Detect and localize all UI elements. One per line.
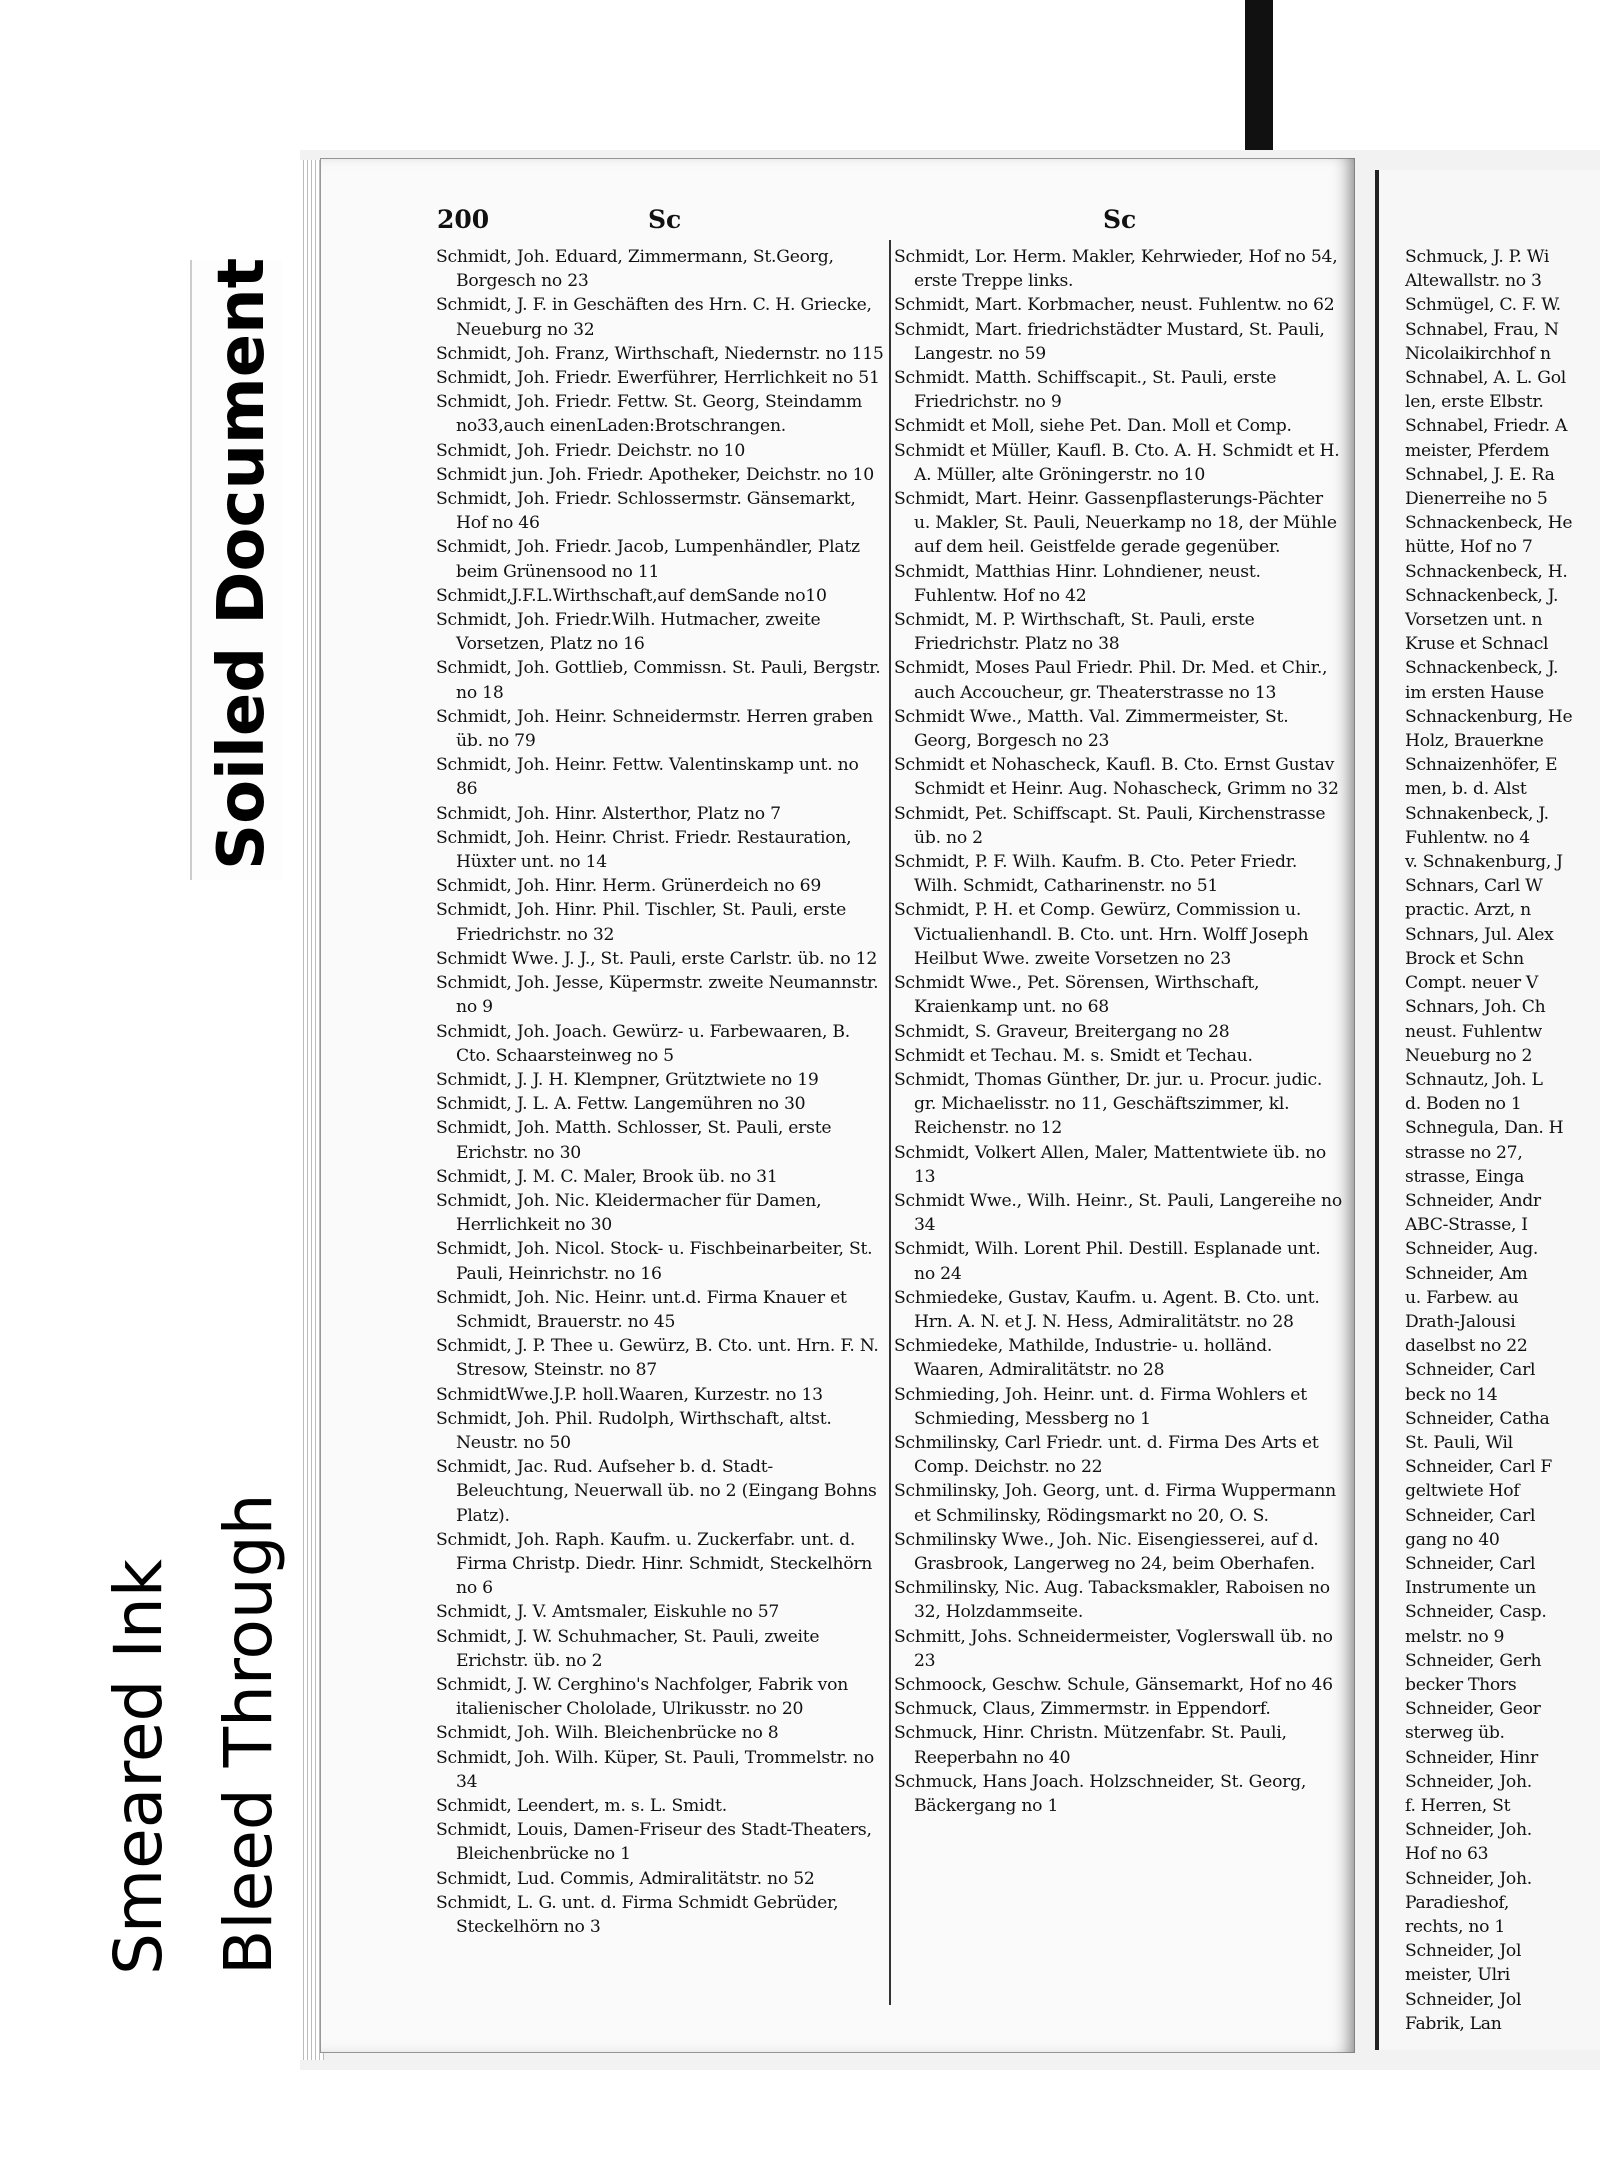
directory-entry: Schmidt, Mart. friedrichstädter Mustard, St. Pauli, Langestr. no 59 [894,319,1325,364]
directory-entry: Schneider, Hinr [1405,1747,1538,1768]
directory-entry: Schmilinsky, Carl Friedr. unt. d. Firma Des Arts et Comp. Deichstr. no 22 [894,1432,1319,1478]
directory-entry: Schmidt, P. H. et Comp. Gewürz, Commission u. Victualienhandl. B. Cto. unt. Hrn. Wolff Joseph Heilbut Wwe. zweite Vorsetzen no 23 [894,900,1309,969]
directory-entry: Schnakenbeck, J. [1405,803,1549,824]
directory-entry: sterweg üb. [1405,1723,1505,1744]
directory-entry: becker Thors [1405,1674,1517,1695]
directory-entry: Schmidt, Joh. Friedr. Fettw. St. Georg, Steindamm no33,auch einenLaden:Brotschrangen. [436,392,862,437]
directory-entry: Dienerreihe no 5 [1405,489,1548,510]
directory-entry: Schmidt, Joh. Friedr. Schlossermstr. Gänsemarkt, Hof no 46 [436,489,856,534]
directory-entry: Schnaizenhöfer, E [1405,755,1558,776]
directory-entry: melstr. no 9 [1405,1626,1505,1647]
directory-entry: u. Farbew. au [1405,1287,1519,1308]
directory-entry: Schneider, Geor [1405,1699,1541,1720]
directory-entry: Schmidt et Techau. M. s. Smidt et Techau. [894,1045,1253,1066]
right-column [894,245,1344,1818]
directory-entry: Schnabel, Frau, N [1405,319,1559,340]
directory-entry: Schneider, Carl [1405,1360,1536,1381]
left-column [436,245,884,1939]
directory-entry: Vorsetzen unt. n [1405,610,1543,631]
directory-entry: Schmidt, Joh. Joach. Gewürz- u. Farbewaaren, B. Cto. Schaarsteinweg no 5 [436,1021,850,1066]
directory-entry: Schmidt, J. M. C. Maler, Brook üb. no 31 [436,1166,778,1187]
directory-entry: Neueburg no 2 [1405,1045,1533,1066]
directory-entry: Fuhlentw. no 4 [1405,827,1530,848]
directory-entry: men, b. d. Alst [1405,779,1527,800]
directory-entry: Paradieshof, [1405,1892,1510,1913]
directory-entry: Schmidt jun. Joh. Friedr. Apotheker, Deichstr. no 10 [436,464,874,485]
directory-entry: Schneider, Am [1405,1263,1528,1284]
directory-entry: Schmidt. Matth. Schiffscapit., St. Pauli, erste Friedrichstr. no 9 [894,368,1277,413]
directory-entry: Schmoock, Geschw. Schule, Gänsemarkt, Hof no 46 [894,1674,1333,1695]
directory-entry: Schmidt Wwe., Pet. Sörensen, Wirthschaft, Kraienkamp unt. no 68 [894,973,1260,1018]
directory-entry: Schmidt, J. W. Cerghino's Nachfolger, Fabrik von italienischer Chololade, Ulrikusstr. no 20 [436,1674,849,1720]
directory-entry: hütte, Hof no 7 [1405,537,1533,558]
bleed-through-label: Bleed Through [210,1493,287,1975]
next-page-column [1405,245,1600,2036]
directory-entry: Schnackenbeck, J. [1405,585,1559,606]
directory-entry: Schnabel, J. E. Ra [1405,464,1555,485]
directory-entry: Schmitt, Johs. Schneidermeister, Voglerswall üb. no 23 [894,1626,1333,1671]
directory-entry: Schmidt, Joh. Heinr. Christ. Friedr. Restauration, Hüxter unt. no 14 [436,827,852,873]
smeared-ink-label: Smeared Ink [100,1559,177,1975]
directory-entry: Holz, Brauerkne [1405,731,1544,752]
directory-entry: Schmidt, Joh. Nicol. Stock- u. Fischbeinarbeiter, St. Pauli, Heinrichstr. no 16 [436,1239,873,1284]
directory-entry: Schmidt, Joh. Matth. Schlosser, St. Pauli, erste Erichstr. no 30 [436,1118,832,1163]
directory-entry: Schmidt, J. J. H. Klempner, Grütztwiete no 19 [436,1069,819,1090]
directory-entry: meister, Ulri [1405,1965,1510,1986]
directory-entry: Schmidt et Müller, Kaufl. B. Cto. A. H. Schmidt et H. A. Müller, alte Gröningerstr. no 10 [894,440,1340,485]
directory-entry: Schmidt, Joh. Friedr.Wilh. Hutmacher, zweite Vorsetzen, Platz no 16 [436,610,821,655]
directory-entry: Schmidt, M. P. Wirthschaft, St. Pauli, erste Friedrichstr. Platz no 38 [894,610,1255,655]
directory-entry: Schmidt, Joh. Heinr. Schneidermstr. Herren graben üb. no 79 [436,706,873,752]
directory-entry: Schmidt, J. L. A. Fettw. Langemühren no 30 [436,1094,806,1115]
directory-entry: Schneider, Andr [1405,1190,1541,1211]
directory-entry: ABC-Strasse, I [1405,1215,1528,1236]
directory-entry: geltwiete Hof [1405,1481,1520,1502]
directory-entry: Schneider, Jol [1405,1989,1522,2010]
directory-entry: Schnars, Jul. Alex [1405,924,1554,945]
directory-entry: Schneider, Joh. [1405,1771,1532,1792]
directory-entry: Schneider, Casp. [1405,1602,1547,1623]
directory-entry: Schmidt, Joh. Hinr. Alsterthor, Platz no 7 [436,803,781,824]
directory-entry: Schnackenbeck, H. [1405,561,1568,582]
directory-entry: Brock et Schn [1405,948,1524,969]
directory-entry: Schmidt, Joh. Raph. Kaufm. u. Zuckerfabr. unt. d. Firma Christp. Diedr. Hinr. Schmidt, Steckelhörn no 6 [436,1529,873,1599]
directory-entry: Schmidt, Matthias Hinr. Lohndiener, neust. Fuhlentw. Hof no 42 [894,561,1261,606]
directory-entry: Schmuck, Hans Joach. Holzschneider, St. Georg, Bäckergang no 1 [894,1771,1307,1816]
directory-entry: Schmuck, Claus, Zimmermstr. in Eppendorf. [894,1699,1271,1720]
directory-entry: Schnegula, Dan. H [1405,1118,1564,1139]
directory-entry: Schmidt, Louis, Damen-Friseur des Stadt-Theaters, Bleichenbrücke no 1 [436,1820,872,1865]
directory-entry: daselbst no 22 [1405,1336,1528,1357]
directory-entry: Schmilinsky Wwe., Joh. Nic. Eisengiesserei, auf d. Grasbrook, Langerweg no 24, beim Oberhafen. [894,1529,1319,1574]
directory-entry: Nicolaikirchhof n [1405,343,1551,364]
directory-entry: Schneider, Jol [1405,1941,1522,1962]
directory-entry: Schnars, Joh. Ch [1405,997,1546,1018]
directory-entry: Schmidt Wwe., Matth. Val. Zimmermeister, St. Georg, Borgesch no 23 [894,706,1289,752]
directory-entry: strasse no 27, [1405,1142,1523,1163]
running-head-left: Sc [648,205,682,234]
directory-entry: Schmidt, Joh. Franz, Wirthschaft, Niedernstr. no 115 [436,343,884,364]
soiled-document-label: Soiled Document [205,257,279,870]
directory-entry: Compt. neuer V [1405,973,1539,994]
directory-entry: Schmidt, Joh. Friedr. Ewerführer, Herrlichkeit no 51 [436,368,880,389]
directory-entry: len, erste Elbstr. [1405,392,1544,413]
directory-entry: Instrumente un [1405,1578,1536,1599]
directory-entry: v. Schnakenburg, J [1405,852,1563,873]
directory-entry: Schnackenbeck, J. [1405,658,1559,679]
directory-entry: Schneider, Aug. [1405,1239,1539,1260]
directory-entry: Schmidt, L. G. unt. d. Firma Schmidt Gebrüder, Steckelhörn no 3 [436,1892,839,1938]
directory-entry: Schmilinsky, Joh. Georg, unt. d. Firma Wuppermann et Schmilinsky, Rödingsmarkt no 20, O. S. [894,1481,1336,1526]
directory-entry: Schmidt, Joh. Hinr. Phil. Tischler, St. Pauli, erste Friedrichstr. no 32 [436,900,847,945]
directory-entry: Schneider, Carl F [1405,1457,1553,1478]
directory-entry: im ersten Hause [1405,682,1544,703]
directory-entry: rechts, no 1 [1405,1917,1505,1938]
directory-entry: Schmidt, Joh. Friedr. Deichstr. no 10 [436,440,746,461]
directory-entry: Schmidt, Pet. Schiffscapt. St. Pauli, Kirchenstrasse üb. no 2 [894,803,1326,848]
directory-entry: Schmidt, Lor. Herm. Makler, Kehrwieder, Hof no 54, erste Treppe links. [894,247,1338,292]
directory-entry: f. Herren, St [1405,1796,1511,1816]
directory-entry: Schmidt, Joh. Jesse, Küpermstr. zweite Neumannstr. no 9 [436,973,879,1018]
directory-entry: Schmuck, Hinr. Christn. Mützenfabr. St. Pauli, Reeperbahn no 40 [894,1723,1287,1768]
directory-entry: Schmidt, Thomas Günther, Dr. jur. u. Procur. judic. gr. Michaelisstr. no 11, Geschäftszimmer, kl. Reichenstr. no 12 [894,1069,1323,1139]
directory-entry: Schmidt, Joh. Gottlieb, Commissn. St. Pauli, Bergstr. no 18 [436,658,881,703]
directory-entry: Kruse et Schnacl [1405,634,1549,655]
directory-entry: d. Boden no 1 [1405,1094,1522,1115]
directory-entry: Schmidt, J. F. in Geschäften des Hrn. C. H. Griecke, Neueburg no 32 [436,295,872,340]
directory-entry: Schmidt, Jac. Rud. Aufseher b. d. Stadt-Beleuchtung, Neuerwall üb. no 2 (Eingang Bohns Platz). [436,1457,877,1526]
directory-entry: practic. Arzt, n [1405,900,1531,921]
directory-entry: strasse, Einga [1405,1166,1525,1187]
directory-entry: Schneider, Gerh [1405,1650,1542,1671]
directory-entry: Schmidt, Joh. Nic. Heinr. unt.d. Firma Knauer et Schmidt, Brauerstr. no 45 [436,1287,847,1332]
directory-entry: Schmidt, Volkert Allen, Maler, Mattentwiete üb. no 13 [894,1142,1326,1187]
directory-entry: Schmidt, Lud. Commis, Admiralitätstr. no 52 [436,1868,815,1889]
directory-entry: Schneider, Joh. [1405,1820,1532,1841]
directory-entry: Schmidt et Nohascheck, Kaufl. B. Cto. Ernst Gustav Schmidt et Heinr. Aug. Nohascheck, Grimm no 32 [894,755,1339,800]
directory-entry: beck no 14 [1405,1384,1498,1405]
directory-entry: Schneider, Catha [1405,1408,1550,1429]
page-number: 200 [437,205,490,234]
directory-entry: Schmidt et Moll, siehe Pet. Dan. Moll et Comp. [894,416,1292,437]
directory-entry: Schmidt, J. W. Schuhmacher, St. Pauli, zweite Erichstr. üb. no 2 [436,1626,820,1671]
directory-entry: Schmidt, J. P. Thee u. Gewürz, B. Cto. unt. Hrn. F. N. Stresow, Steinstr. no 87 [436,1336,879,1381]
column-divider [889,240,891,2005]
directory-entry: Schmidt, Joh. Nic. Kleidermacher für Damen, Herrlichkeit no 30 [436,1190,822,1236]
directory-entry: Schneider, Joh. [1405,1868,1532,1889]
directory-entry: Schmidt,J.F.L.Wirthschaft,auf demSande no10 [436,585,827,606]
directory-entry: Schmidt, S. Graveur, Breitergang no 28 [894,1021,1230,1042]
directory-entry: Schmiedeke, Mathilde, Industrie- u. holländ. Waaren, Admiralitätstr. no 28 [894,1336,1273,1381]
directory-entry: Schmidt, Joh. Heinr. Fettw. Valentinskamp unt. no 86 [436,755,859,800]
directory-entry: Schmidt, Joh. Eduard, Zimmermann, St.Georg, Borgesch no 23 [436,247,834,292]
directory-entry: Schmidt, Leendert, m. s. L. Smidt. [436,1796,727,1816]
directory-entry: Altewallstr. no 3 [1405,271,1542,292]
directory-entry: Schnackenburg, He [1405,706,1573,727]
directory-entry: Schmidt, Mart. Heinr. Gassenpflasterungs-Pächter u. Makler, St. Pauli, Neuerkamp no 18, der Mühle auf dem heil. Geistfelde gerade gegenüber. [894,489,1337,558]
directory-entry: Schmuck, J. P. Wi [1405,247,1550,267]
directory-entry: Schmidt, J. V. Amtsmaler, Eiskuhle no 57 [436,1602,780,1623]
directory-entry: Schmidt Wwe. J. J., St. Pauli, erste Carlstr. üb. no 12 [436,948,878,969]
directory-entry: Schmidt Wwe., Wilh. Heinr., St. Pauli, Langereihe no 34 [894,1190,1342,1236]
directory-entry: Schneider, Carl [1405,1505,1536,1526]
directory-entry: Schmidt, Joh. Phil. Rudolph, Wirthschaft, altst. Neustr. no 50 [436,1408,832,1453]
directory-entry: meister, Pferdem [1405,440,1550,461]
directory-entry: Schmidt, Mart. Korbmacher, neust. Fuhlentw. no 62 [894,295,1335,316]
directory-entry: Schmieding, Joh. Heinr. unt. d. Firma Wohlers et Schmieding, Messberg no 1 [894,1384,1307,1429]
directory-entry: Schmidt, Joh. Hinr. Herm. Grünerdeich no 69 [436,876,822,897]
directory-entry: gang no 40 [1405,1529,1500,1550]
directory-entry: St. Pauli, Wil [1405,1432,1513,1453]
directory-entry: Schmidt, Moses Paul Friedr. Phil. Dr. Med. et Chir., auch Accoucheur, gr. Theaterstrasse no 13 [894,658,1328,703]
directory-entry: Schmügel, C. F. W. [1405,295,1561,316]
directory-entry: Schneider, Carl [1405,1553,1536,1574]
directory-entry: Fabrik, Lan [1405,2013,1502,2034]
directory-entry: neust. Fuhlentw [1405,1021,1542,1042]
directory-entry: SchmidtWwe.J.P. holl.Waaren, Kurzestr. no 13 [436,1384,823,1405]
directory-entry: Schmidt, Wilh. Lorent Phil. Destill. Esplanade unt. no 24 [894,1239,1321,1284]
directory-entry: Schnabel, A. L. Gol [1405,368,1566,389]
running-head-right: Sc [1103,205,1137,234]
directory-entry: Hof no 63 [1405,1844,1489,1865]
directory-entry: Schnabel, Friedr. A [1405,416,1568,437]
directory-entry: Schmilinsky, Nic. Aug. Tabacksmakler, Raboisen no 32, Holzdammseite. [894,1578,1330,1623]
directory-entry: Schmidt, Joh. Wilh. Küper, St. Pauli, Trommelstr. no 34 [436,1747,874,1792]
directory-entry: Schnackenbeck, He [1405,513,1573,534]
directory-entry: Schmiedeke, Gustav, Kaufm. u. Agent. B. Cto. unt. Hrn. A. N. et J. N. Hess, Admiralitätstr. no 28 [894,1287,1320,1332]
directory-entry: Schmidt, Joh. Wilh. Bleichenbrücke no 8 [436,1723,779,1744]
directory-entry: Schnautz, Joh. L [1405,1069,1543,1090]
directory-entry: Drath-Jalousi [1405,1311,1516,1332]
directory-entry: Schmidt, P. F. Wilh. Kaufm. B. Cto. Peter Friedr. Wilh. Schmidt, Catharinenstr. no 51 [894,852,1298,897]
directory-entry: Schmidt, Joh. Friedr. Jacob, Lumpenhändler, Platz beim Grünensood no 11 [436,537,860,582]
directory-entry: Schnars, Carl W [1405,876,1543,897]
